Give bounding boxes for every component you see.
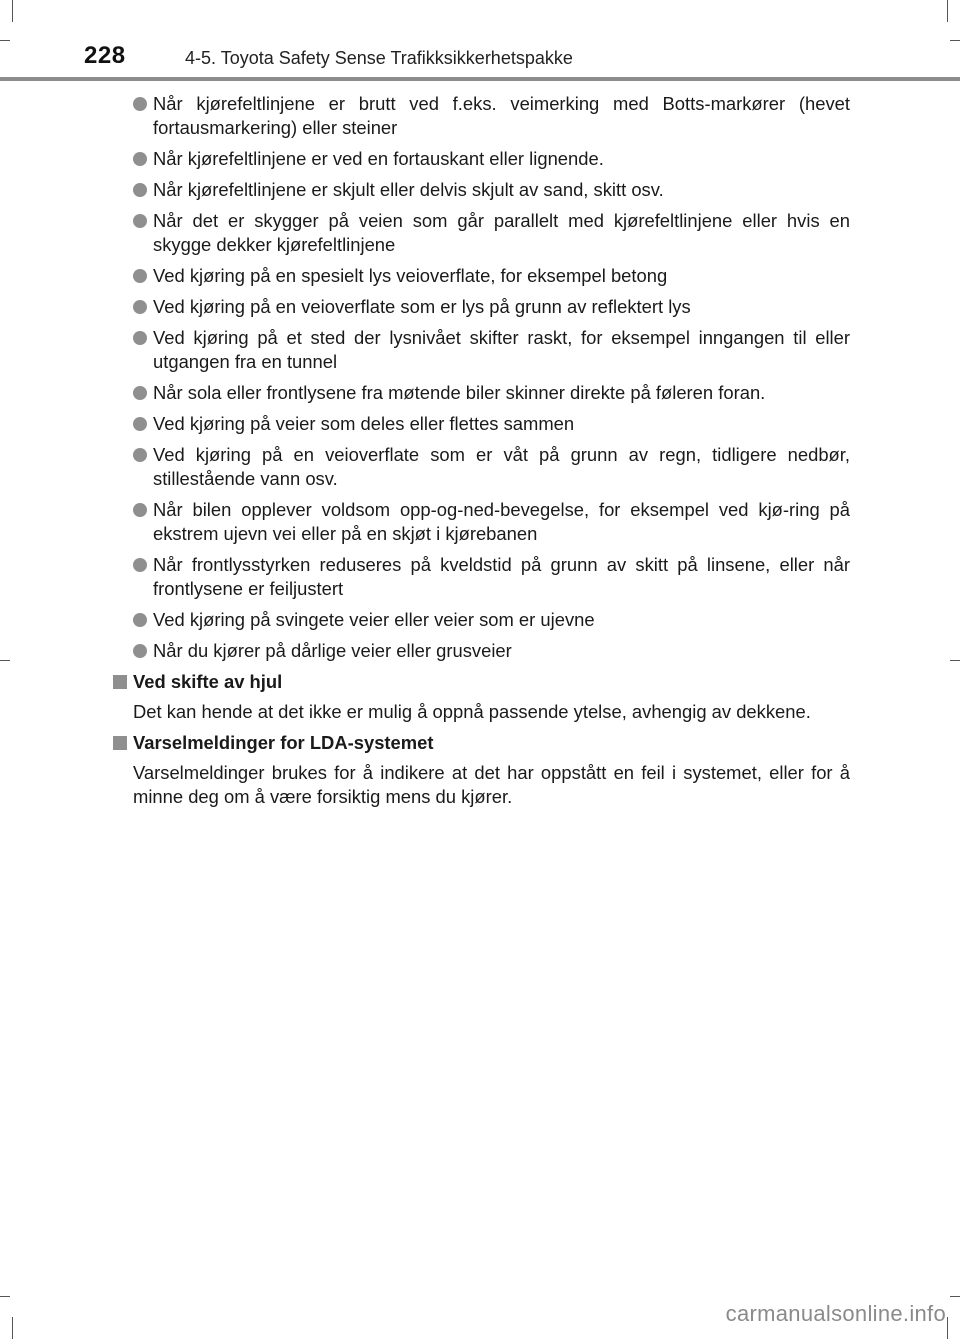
- square-bullet-icon: [113, 675, 127, 689]
- list-item: Ved kjøring på svingete veier eller veier som er ujevne: [110, 608, 850, 632]
- list-item: Ved kjøring på en veioverflate som er våt på grunn av regn, tidligere nedbør, stillestående vann osv.: [110, 443, 850, 491]
- bullet-icon: [133, 331, 147, 345]
- list-item: Når frontlysstyrken reduseres på kveldstid på grunn av skitt på linsene, eller når frontlysene er feiljustert: [110, 553, 850, 601]
- page-content: [110, 92, 850, 816]
- bullet-icon: [133, 97, 147, 111]
- bullet-icon: [133, 503, 147, 517]
- list-item: Ved kjøring på veier som deles eller flettes sammen: [110, 412, 850, 436]
- subsection-text: Det kan hende at det ikke er mulig å oppnå passende ytelse, avhengig av dekkene.: [133, 701, 811, 722]
- bullet-icon: [133, 214, 147, 228]
- list-item: Når sola eller frontlysene fra møtende biler skinner direkte på føleren foran.: [110, 381, 850, 405]
- subsection-text: Varselmeldinger brukes for å indikere at det har oppstått en feil i systemet, eller for å minne deg om å være forsiktig mens du kjører.: [133, 762, 850, 807]
- list-item: Når kjørefeltlinjene er brutt ved f.eks. veimerking med Botts-markører (hevet fortausmarkering) eller steiner: [110, 92, 850, 140]
- subsection-heading: Varselmeldinger for LDA-systemet: [110, 731, 850, 755]
- bullet-icon: [133, 644, 147, 658]
- page-header: [0, 0, 960, 80]
- watermark: carmanualsonline.info: [725, 1301, 946, 1326]
- list-item: Når du kjører på dårlige veier eller grusveier: [110, 639, 850, 663]
- list-item: Ved kjøring på en veioverflate som er lys på grunn av reflektert lys: [110, 295, 850, 319]
- crop-mark: [947, 1317, 948, 1339]
- page-number: 228: [84, 42, 126, 69]
- bullet-icon: [133, 152, 147, 166]
- list-item: Ved kjøring på et sted der lysnivået skifter raskt, for eksempel inngangen til eller utgangen fra en tunnel: [110, 326, 850, 374]
- square-bullet-icon: [113, 736, 127, 750]
- list-item: Ved kjøring på en spesielt lys veioverflate, for eksempel betong: [110, 264, 850, 288]
- subsection-heading: Ved skifte av hjul: [110, 670, 850, 694]
- crop-mark: [0, 660, 10, 661]
- list-item: Når kjørefeltlinjene er skjult eller delvis skjult av sand, skitt osv.: [110, 178, 850, 202]
- bullet-icon: [133, 386, 147, 400]
- list-item: Når bilen opplever voldsom opp-og-ned-bevegelse, for eksempel ved kjø-ring på ekstrem ujevn vei eller på en skjøt i kjørebanen: [110, 498, 850, 546]
- bullet-icon: [133, 558, 147, 572]
- bullet-icon: [133, 417, 147, 431]
- bullet-icon: [133, 300, 147, 314]
- list-item: Når kjørefeltlinjene er ved en fortauskant eller lignende.: [110, 147, 850, 171]
- bullet-icon: [133, 613, 147, 627]
- crop-mark: [950, 1296, 960, 1297]
- list-item: Når det er skygger på veien som går parallelt med kjørefeltlinjene eller hvis en skygge dekker kjørefeltlinjene: [110, 209, 850, 257]
- bullet-icon: [133, 269, 147, 283]
- bullet-icon: [133, 183, 147, 197]
- crop-mark: [12, 1317, 13, 1339]
- crop-mark: [950, 660, 960, 661]
- header-rule: [0, 77, 960, 81]
- bullet-icon: [133, 448, 147, 462]
- section-title: 4-5. Toyota Safety Sense Trafikksikkerhetspakke: [185, 48, 573, 68]
- crop-mark: [0, 1296, 10, 1297]
